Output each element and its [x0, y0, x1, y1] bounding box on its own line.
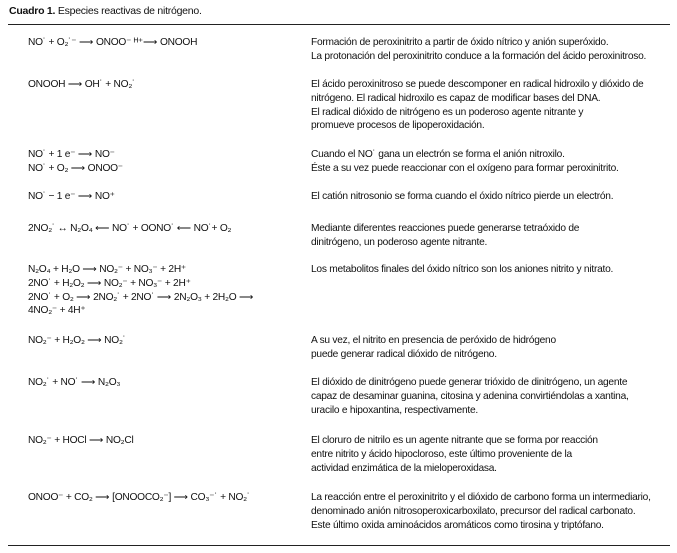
- reaction-description: promueve procesos de lipoperoxidación.: [311, 120, 485, 132]
- table-caption: [9, 5, 202, 17]
- reaction-equation: NO₂⁻ + HOCl ⟶ NO₂Cl: [28, 435, 134, 446]
- caption-text: Especies reactivas de nitrógeno.: [57, 5, 202, 17]
- reaction-equation-cell: [28, 434, 134, 448]
- reaction-equation-cell: [28, 190, 115, 204]
- reaction-description: Éste a su vez puede reaccionar con el oxígeno para formar peroxinitrito.: [311, 162, 619, 174]
- reaction-description: Los metabolitos finales del óxido nítrico son los aniones nitrito y nitrato.: [311, 264, 614, 275]
- top-rule: [8, 24, 670, 25]
- reaction-equation: NO₂˙ + NO˙ ⟶ N₂O₃: [28, 377, 121, 388]
- reaction-description: El dióxido de dinitrógeno puede generar trióxido de dinitrógeno, un agente: [311, 377, 628, 388]
- reaction-description-cell: [311, 190, 613, 204]
- reaction-equation: 2NO˙ + O₂ ⟶ 2NO₂˙ + 2NO˙ ⟶ 2N₂O₃ + 2H₂O ⟶: [28, 291, 254, 303]
- reaction-description: actividad enzimática de la mieloperoxidasa.: [311, 462, 497, 474]
- reaction-description-cell: [311, 334, 556, 362]
- reaction-description: El catión nitrosonio se forma cuando el óxido nítrico pierde un electrón.: [311, 191, 614, 202]
- reaction-description-cell: [311, 491, 651, 532]
- reaction-equation-cell: [28, 36, 197, 50]
- reaction-description: nitrógeno. El radical hidroxilo es capaz de modificar bases del DNA.: [311, 92, 601, 104]
- reaction-equation-cell: [28, 263, 253, 318]
- reaction-equation: 2NO₂˙ ↔ N₂O₄ ⟵ NO˙ + OONO˙ ⟵ NO˙+ O₂: [28, 223, 232, 234]
- reaction-description: La protonación del peroxinitrito conduce a la formación del ácido peroxinitroso.: [311, 50, 647, 62]
- reaction-description-cell: [311, 78, 643, 133]
- reaction-equation: ONOO⁻ + CO₂ ⟶ [ONOOCO₂⁻] ⟶ CO₃⁻˙ + NO₂˙: [28, 492, 250, 503]
- reaction-equation: 4NO₂⁻ + 4H⁺: [28, 305, 86, 317]
- bottom-rule: [8, 545, 670, 546]
- reaction-description: dinitrógeno, un poderoso agente nitrante.: [311, 236, 488, 248]
- reaction-equation: NO˙ + O₂˙⁻ ⟶ ONOO⁻ ᴴ⁺⟶ ONOOH: [28, 37, 198, 48]
- reaction-description-cell: [311, 376, 629, 417]
- reaction-description: El ácido peroxinitroso se puede descomponer en radical hidroxilo y dióxido de: [311, 79, 644, 90]
- reaction-description: Cuando el NO˙ gana un electrón se forma el anión nitroxilo.: [311, 149, 565, 160]
- reaction-description: La reacción entre el peroxinitrito y el dióxido de carbono forma un intermediario,: [311, 492, 651, 503]
- reaction-equation: NO˙ − 1 e⁻ ⟶ NO⁺: [28, 191, 115, 202]
- reaction-description: El cloruro de nitrilo es un agente nitrante que se forma por reacción: [311, 435, 598, 446]
- reaction-description: puede generar radical dióxido de nitrógeno.: [311, 348, 497, 360]
- reaction-equation-cell: [28, 222, 231, 236]
- reaction-description: entre nitrito y ácido hipocloroso, este último proveniente de la: [311, 448, 572, 460]
- reaction-equation-cell: [28, 148, 123, 176]
- reaction-description-cell: [311, 36, 646, 64]
- reaction-equation-cell: [28, 78, 135, 92]
- reaction-equation: 2NO˙ + H₂O₂ ⟶ NO₂⁻ + NO₃⁻ + 2H⁺: [28, 277, 191, 289]
- reaction-description: uracilo e hipoxantina, respectivamente.: [311, 404, 478, 416]
- reaction-description: denominado anión nitrosoperoxicarboxilato, precursor del radical carbonato.: [311, 505, 636, 517]
- reaction-description-cell: [311, 434, 598, 475]
- reaction-description: Este último oxida aminoácidos aromáticos como tirosina y triptófano.: [311, 519, 604, 531]
- reaction-description: Mediante diferentes reacciones puede generarse tetraóxido de: [311, 223, 580, 234]
- reaction-description-cell: [311, 148, 619, 176]
- reaction-equation: NO₂⁻ + H₂O₂ ⟶ NO₂˙: [28, 335, 126, 346]
- reaction-description: capaz de desaminar guanina, citosina y adenina convirtiéndolas a xantina,: [311, 390, 629, 402]
- reaction-equation-cell: [28, 376, 120, 390]
- reaction-equation-cell: [28, 334, 126, 348]
- reaction-description-cell: [311, 222, 579, 250]
- caption-label: Cuadro 1.: [9, 5, 56, 17]
- reaction-equation: NO˙ + O₂ ⟶ ONOO⁻: [28, 162, 123, 174]
- reaction-equation: ONOOH ⟶ OH˙ + NO₂˙: [28, 79, 136, 90]
- reaction-description: Formación de peroxinitrito a partir de óxido nítrico y anión superóxido.: [311, 37, 609, 48]
- reaction-equation: NO˙ + 1 e⁻ ⟶ NO⁻: [28, 149, 115, 160]
- reaction-equation: N₂O₄ + H₂O ⟶ NO₂⁻ + NO₃⁻ + 2H⁺: [28, 264, 187, 275]
- reaction-equation-cell: [28, 491, 250, 505]
- reaction-description: A su vez, el nitrito en presencia de peróxido de hidrógeno: [311, 335, 556, 346]
- reaction-description-cell: [311, 263, 613, 277]
- reaction-description: El radical dióxido de nitrógeno es un poderoso agente nitrante y: [311, 106, 584, 118]
